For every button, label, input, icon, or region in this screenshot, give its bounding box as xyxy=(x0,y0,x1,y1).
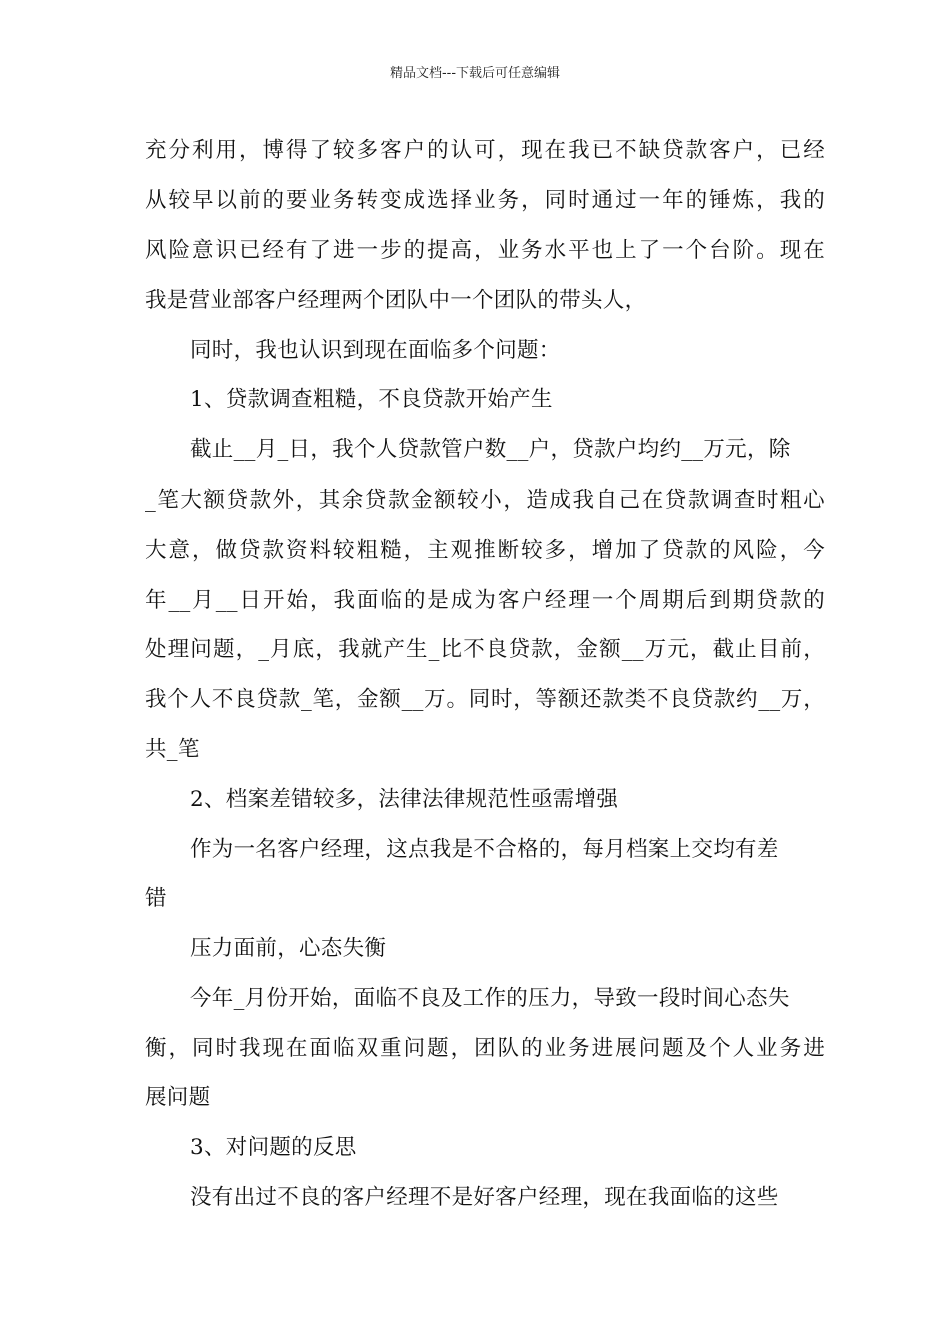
paragraph-line: 今年_月份开始，面临不良及工作的压力，导致一段时间心态失 xyxy=(190,986,790,1011)
paragraph-line: 作为一名客户经理，这点我是不合格的，每月档案上交均有差 xyxy=(190,837,779,862)
paragraph-line: 没有出过不良的客户经理不是好客户经理，现在我面临的这些 xyxy=(190,1185,779,1210)
paragraph-line: 处理问题，_月底，我就产生_比不良贷款，金额__万元，截止目前， xyxy=(145,637,825,662)
paragraph-line: 展问题 xyxy=(145,1085,211,1110)
paragraph-line: 错 xyxy=(145,886,167,911)
paragraph-line: 从较早以前的要业务转变成选择业务，同时通过一年的锤炼，我的 xyxy=(145,188,825,213)
paragraph-line: 充分利用，博得了较多客户的认可，现在我已不缺贷款客户，已经 xyxy=(145,138,825,163)
paragraph-line: 共_笔 xyxy=(145,737,200,762)
page-header: 精品文档---下载后可任意编辑 xyxy=(389,66,561,81)
paragraph-line: 衡，同时我现在面临双重问题，团队的业务进展问题及个人业务进 xyxy=(145,1036,825,1061)
paragraph-line: 我是营业部客户经理两个团队中一个团队的带头人， xyxy=(145,288,647,313)
paragraph-line: 截止__月_日，我个人贷款管户数__户，贷款户均约__万元，除 xyxy=(190,437,791,462)
paragraph-line: 大意，做贷款资料较粗糙，主观推断较多，增加了贷款的风险，今 xyxy=(145,538,825,563)
paragraph-line: 我个人不良贷款_笔，金额__万。同时，等额还款类不良贷款约__万， xyxy=(145,687,825,712)
paragraph-line: 同时，我也认识到现在面临多个问题： xyxy=(190,338,561,363)
section-heading: 1、贷款调查粗糙，不良贷款开始产生 xyxy=(190,387,553,412)
section-heading: 压力面前，心态失衡 xyxy=(190,936,387,961)
paragraph-line: _笔大额贷款外，其余贷款金额较小，造成我自己在贷款调查时粗心 xyxy=(145,488,825,513)
paragraph-line: 风险意识已经有了进一步的提高，业务水平也上了一个台阶。现在 xyxy=(145,238,825,263)
section-heading: 2、档案差错较多，法律法律规范性亟需增强 xyxy=(190,787,619,812)
paragraph-line: 年__月__日开始，我面临的是成为客户经理一个周期后到期贷款的 xyxy=(145,588,825,613)
section-heading: 3、对问题的反思 xyxy=(190,1135,357,1160)
